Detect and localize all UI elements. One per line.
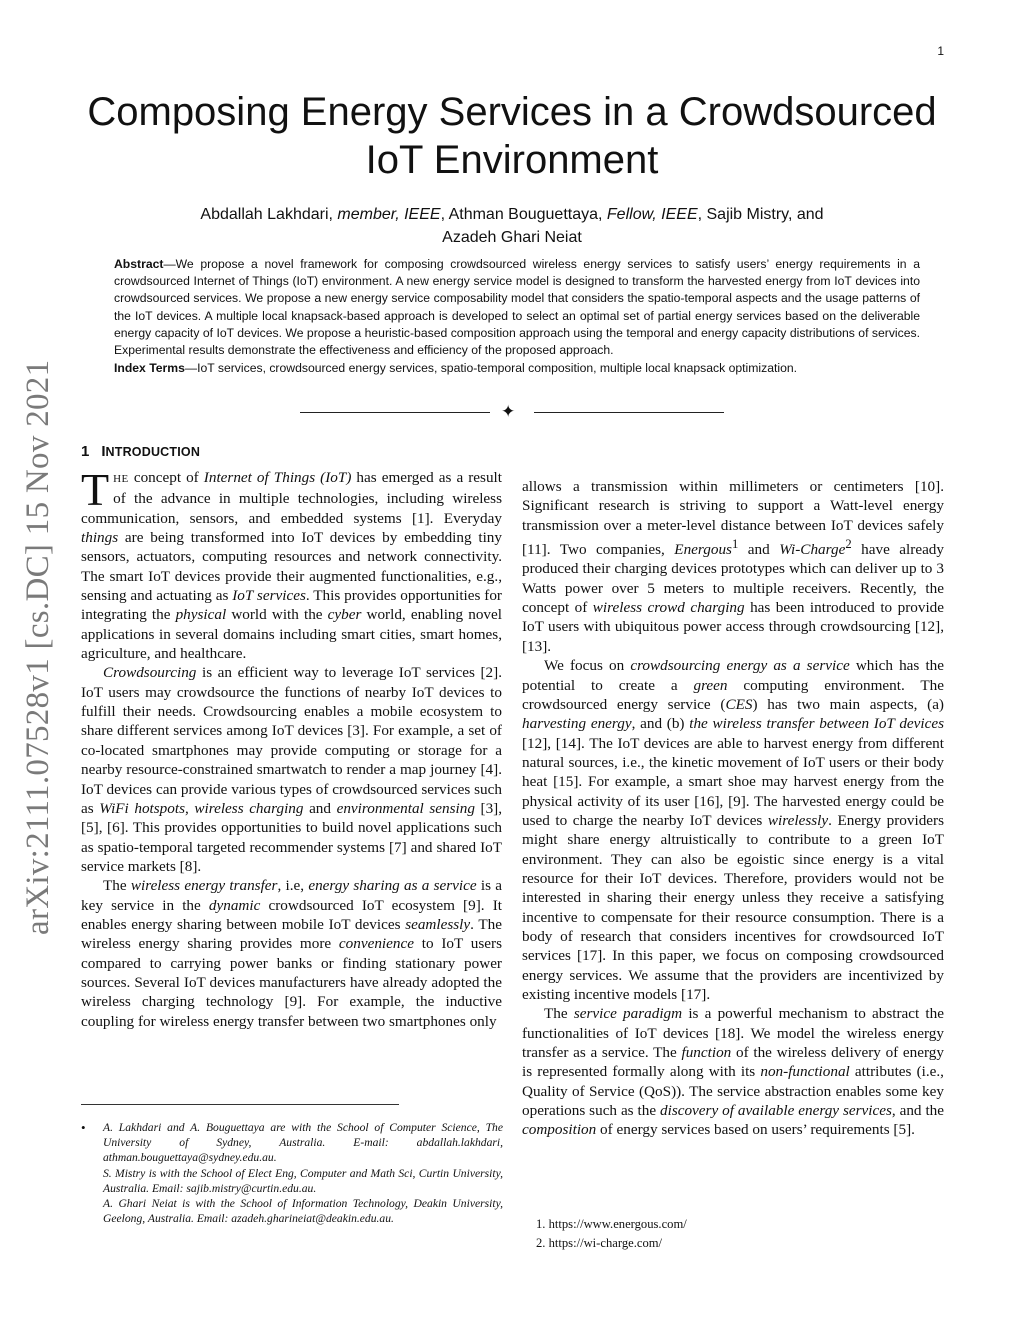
left-column — [81, 464, 503, 1031]
author-3: , Sajib Mistry, and — [697, 206, 824, 223]
right-column — [522, 477, 944, 1140]
footnote-ref-2[interactable]: 2 — [845, 537, 852, 552]
section-number: 1 — [81, 443, 90, 460]
left-paragraph-2: Crowdsourcing is an efficient way to leverage IoT services [2]. IoT users may crowdsource the functions of nearby IoT devices to fulfill their needs. Crowdsourcing enables a mobile ecosystem to share different services among IoT devices [3]. For example, a set of co-located smartphones may provide computing or storage for a nearby resource-constrained smartwatch to render a map journey [4]. IoT devices can provide various types of crowdsourced services such as WiFi hotspots, wireless charging and environmental sensing [3], [5], [6]. This provides opportunities to build novel applications such as spatio-temporal targeted recommender systems [7] and shared IoT service markets [8]. — [81, 664, 503, 875]
right-paragraph-2: We focus on crowdsourcing energy as a service which has the potential to create a green computing environment. The crowdsourced energy service (CES) has two main aspects, (a) harvesting energy, and (b) the wireless transfer between IoT devices [12], [14]. The IoT devices are able to harvest energy from different natural sources, i.e., the kinetic movement of IoT users or their body heat [15]. For example, a smart shoe may harvest energy from the physical activity of its user [16], [9]. The harvested energy could be used to charge the nearby IoT devices wirelessly. Energy providers might share energy altruistically to contribute to a green IoT environment. They can also be egoistic since energy is a vital resource for their IoT devices. Therefore, providers would not be interested in sharing their energy unless they receive a satisfying incentive to compensate for their resource consumption. There is a body of research that considers incentives for crowdsourced IoT services [17]. In this paper, we focus on composing crowdsourced energy services. We assume that the providers are incentivized by existing incentive models [17]. — [522, 657, 945, 1003]
arxiv-identifier: arXiv:2111.07528v1 [cs.DC] 15 Nov 2021 — [20, 359, 56, 935]
author-2: , Athman Bouguettaya, — [440, 206, 607, 223]
footnote-rule — [81, 1104, 399, 1105]
divider-line-right — [534, 412, 724, 413]
page-number: 1 — [937, 44, 944, 58]
section-heading — [81, 443, 200, 460]
author-line-1 — [80, 203, 944, 226]
affiliations-footnote — [81, 1120, 503, 1226]
dropcap: T — [81, 464, 110, 515]
abstract-paragraph — [114, 256, 920, 359]
right-paragraph-3: The service paradigm is a powerful mechanism to abstract the functionalities of IoT devices [18]. We model the wireless energy transfer as a service. The function of the wireless delivery of energy is represented formally along with its non-functional attributes (i.e., Quality of Service (QoS)). The service abstraction enables some key operations such as the discovery of available energy services, and the composition of energy services based on users’ requirements [5]. — [522, 1005, 944, 1139]
section-title-initial: I — [101, 443, 106, 460]
left-paragraph-3: The wireless energy transfer, i.e, energy sharing as a service is a key service in the dynamic crowdsourced IoT ecosystem [9]. It enables energy sharing between mobile IoT devices seamlessly. The wireless energy sharing provides more convenience to IoT users compared to carrying power banks or finding stationary power sources. Several IoT devices manufacturers have already adopted the wireless charging technology [9]. For example, the inductive coupling for wireless energy transfer between two smartphones only — [81, 877, 503, 1030]
abstract-block — [114, 256, 920, 377]
index-terms-label: Index Terms — [114, 361, 185, 376]
footnote-ref-1[interactable]: 1 — [731, 537, 739, 552]
paper-title — [60, 88, 964, 184]
affiliation-2: S. Mistry is with the School of Elect Eng, Computer and Math Sci, Curtin University, Australia. Email: sajib.mistry@curtin.edu.au. — [103, 1166, 503, 1195]
index-terms — [114, 360, 920, 377]
abstract-label: Abstract — [114, 257, 164, 271]
title-line-2: IoT Environment — [365, 138, 659, 182]
bullet-icon: • — [81, 1120, 86, 1135]
author-list — [80, 203, 944, 249]
footnote-2[interactable]: 2. https://wi-charge.com/ — [536, 1236, 663, 1250]
divider-star-icon: ✦ — [501, 402, 516, 421]
title-line-1: Composing Energy Services in a Crowdsourced — [87, 90, 937, 134]
right-paragraph-1: allows a transmission within millimeters or centimeters [10]. Significant research is striving to support a Watt-level energy transmission over a meter-level distance between IoT devices safely [11]. Two companies, Energous$^1$ and Wi-Charge$^2$ have already produced their charging devices prototypes which can deliver up to 3 Watts power over 5 meters to multiple receivers. Recently, the concept of wireless crowd charging has been introduced to provide IoT users with ubiquitous power access through crowdsourcing [12], [13]. — [522, 478, 944, 655]
section-title-rest: NTRODUCTION — [105, 445, 201, 459]
left-paragraph-1: THE concept of Internet of Things (IoT) has emerged as a result of the advance in multiple technologies, including wireless communication, sensors, and embedded systems [1]. Everyday things are being transformed into IoT devices by embedding tiny sensors, actuators, computing resources and network connectivity. The smart IoT devices provide their augmented functionalities, e.g., sensing and actuating as IoT services. This provides opportunities for integrating the physical world with the cyber world, enabling novel applications in several domains including smart cities, smart homes, agriculture, and healthcare. — [81, 464, 502, 663]
footnotes — [536, 1215, 936, 1253]
section-divider — [300, 404, 724, 420]
abstract-text: —We propose a novel framework for composing crowdsourced wireless energy services to satisfy users’ energy requirements in a crowdsourced Internet of Things (IoT) environment. A new energy service model is designed to transform the harvested energy from IoT devices into crowdsourced services. We propose a new energy service composability model that considers the spatio-temporal aspects and the usage patterns of the IoT devices. A multiple local knapsack-based approach is developed to select an optimal set of partial energy services based on the deliverable energy capacity of IoT devices. We propose a heuristic-based composition approach using the temporal and energy capacity distributions of services. Experimental results demonstrate the effectiveness and efficiency of the proposed approach. — [114, 257, 920, 358]
author-1-role: member, IEEE — [337, 206, 441, 223]
affiliation-3: A. Ghari Neiat is with the School of Information Technology, Deakin University, Geelong, Australia. Email: azadeh.gharineiat@deakin.edu.au. — [103, 1197, 503, 1226]
author-2-role: Fellow, IEEE — [606, 206, 698, 223]
affiliation-1: A. Lakhdari and A. Bouguettaya are with the School of Computer Science, The University of Sydney, Australia. E-mail: abdallah.lakhdari, athman.bouguettaya@sydney.edu.au. — [103, 1121, 503, 1165]
divider-line-left — [300, 412, 490, 413]
footnote-1[interactable]: 1. https://www.energous.com/ — [536, 1217, 687, 1231]
index-terms-text: —IoT services, crowdsourced energy services, spatio-temporal composition, multiple local knapsack optimization. — [184, 361, 798, 376]
author-1: Abdallah Lakhdari, — [200, 206, 338, 223]
author-line-2: Azadeh Ghari Neiat — [442, 229, 582, 246]
